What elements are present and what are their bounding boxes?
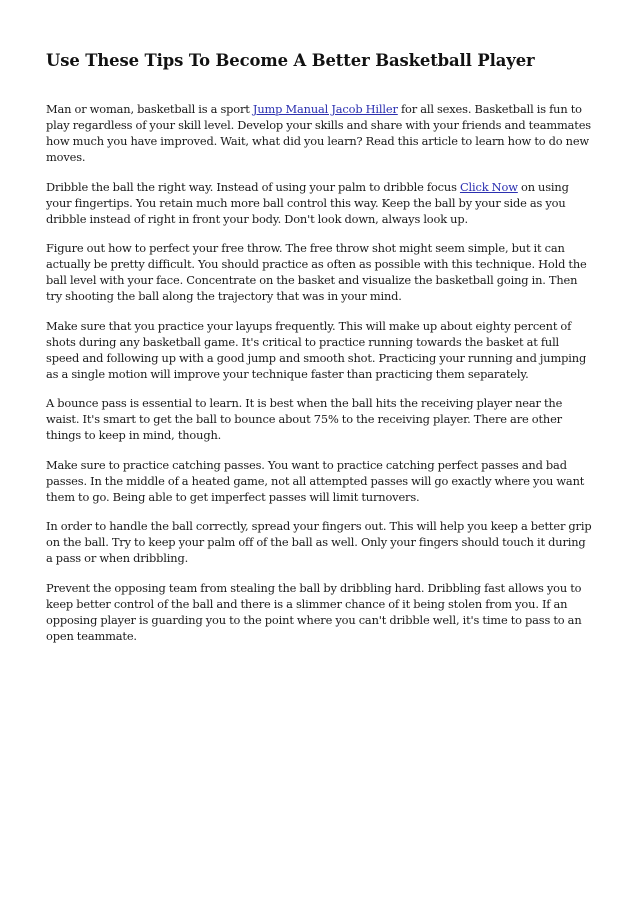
- paragraph-free-throw: Figure out how to perfect your free throw. The free throw shot might seem simple, but it can actually be pretty difficult. You should practice as often as possible with this technique. Hold the ball level with your face. Concentrate on the basket and visualize the basketball going in. Then try shooting the ball along the trajectory that was in your mind.: [46, 241, 587, 303]
- paragraph-dribble: [46, 179, 594, 227]
- paragraph-text: Dribble the ball the right way. Instead of using your palm to dribble focus: [46, 179, 460, 194]
- document-page: [46, 50, 594, 657]
- article-title: Use These Tips To Become A Better Basketball Player: [46, 51, 535, 70]
- paragraph-intro: [46, 101, 594, 165]
- jump-manual-link[interactable]: Jump Manual Jacob Hiller: [252, 102, 398, 116]
- paragraph-bounce-pass: A bounce pass is essential to learn. It is best when the ball hits the receiving player near the waist. It's smart to get the ball to bounce about 75% to the receiving player. There are other things to keep in mind, though.: [46, 396, 563, 442]
- paragraph-text: for all sexes. Basketball is fun to play regardless of your skill level. Develop your skills and share with your friends and teammates how much you have improved. Wait, what did you learn? Read this article to learn how to do new moves.: [46, 102, 591, 164]
- paragraph-dribbling-hard: Prevent the opposing team from stealing the ball by dribbling hard. Dribbling fast allows you to keep better control of the ball and there is a slimmer chance of it being stolen from you. If an opposing player is guarding you to the point where you can't dribble well, it's time to pass to an open teammate.: [46, 580, 582, 643]
- click-now-link[interactable]: Click Now: [459, 179, 518, 194]
- paragraph-text: Man or woman, basketball is a sport: [46, 102, 253, 116]
- paragraph-layups: Make sure that you practice your layups frequently. This will make up about eighty percent of shots during any basketball game. It's critical to practice running towards the basket at full speed and following up with a good jump and smooth shot. Practicing your running and jumping as a single motion will improve your technique faster than practicing them separately.: [46, 318, 587, 381]
- paragraph-catching: Make sure to practice catching passes. You want to practice catching perfect passes and bad passes. In the middle of a heated game, not all attempted passes will go exactly where you want them to go. Being able to get imperfect passes will limit turnovers.: [46, 457, 585, 504]
- paragraph-text: on using your fingertips. You retain much more ball control this way. Keep the ball by your side as you dribble instead of right in front your body. Don't look down, always look up.: [46, 179, 569, 226]
- paragraph-handling: In order to handle the ball correctly, spread your fingers out. This will help you keep a better grip on the ball. Try to keep your palm off of the ball as well. Only your fingers should touch it during a pass or when dribbling.: [46, 519, 592, 565]
